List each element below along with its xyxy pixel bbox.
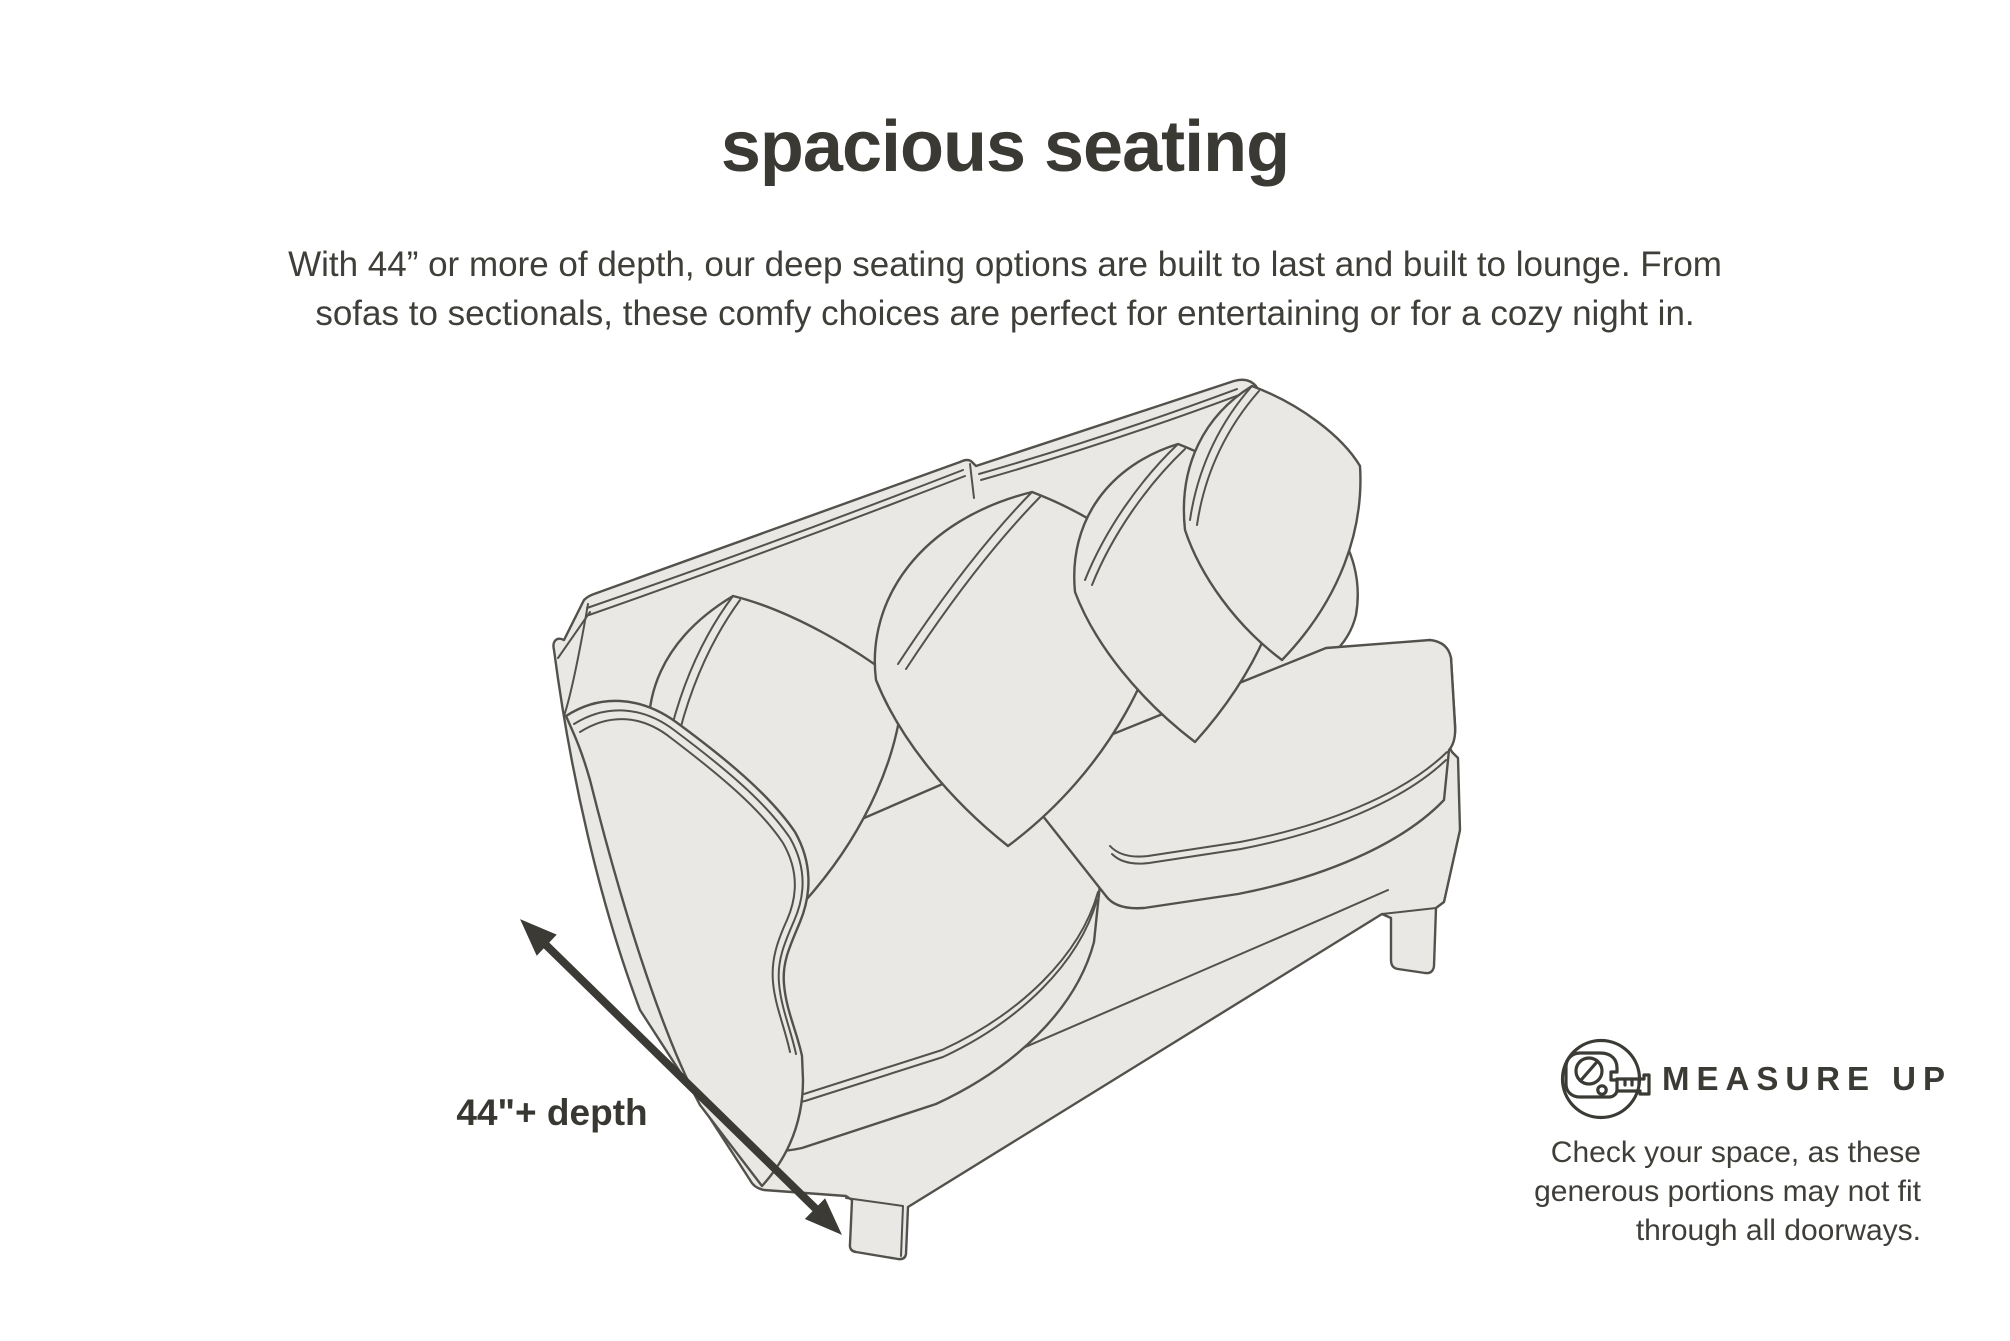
measuring-tape-icon bbox=[1563, 1041, 1650, 1118]
measure-up-heading: MEASURE UP bbox=[1662, 1060, 1953, 1097]
intro-line-1: With 44” or more of depth, our deep seating options are built to last and built to lounge. From bbox=[288, 245, 1722, 284]
depth-dimension-label: 44"+ depth bbox=[456, 1092, 648, 1133]
intro-line-2: sofas to sectionals, these comfy choices are perfect for entertaining or for a cozy night in. bbox=[315, 294, 1695, 333]
measure-up-line-2: generous portions may not fit bbox=[1534, 1175, 1921, 1208]
measure-up-line-1: Check your space, as these bbox=[1550, 1136, 1921, 1169]
page-title: spacious seating bbox=[720, 107, 1290, 187]
measure-up-text bbox=[1401, 1133, 1921, 1250]
measure-up-line-3: through all doorways. bbox=[1635, 1214, 1921, 1247]
